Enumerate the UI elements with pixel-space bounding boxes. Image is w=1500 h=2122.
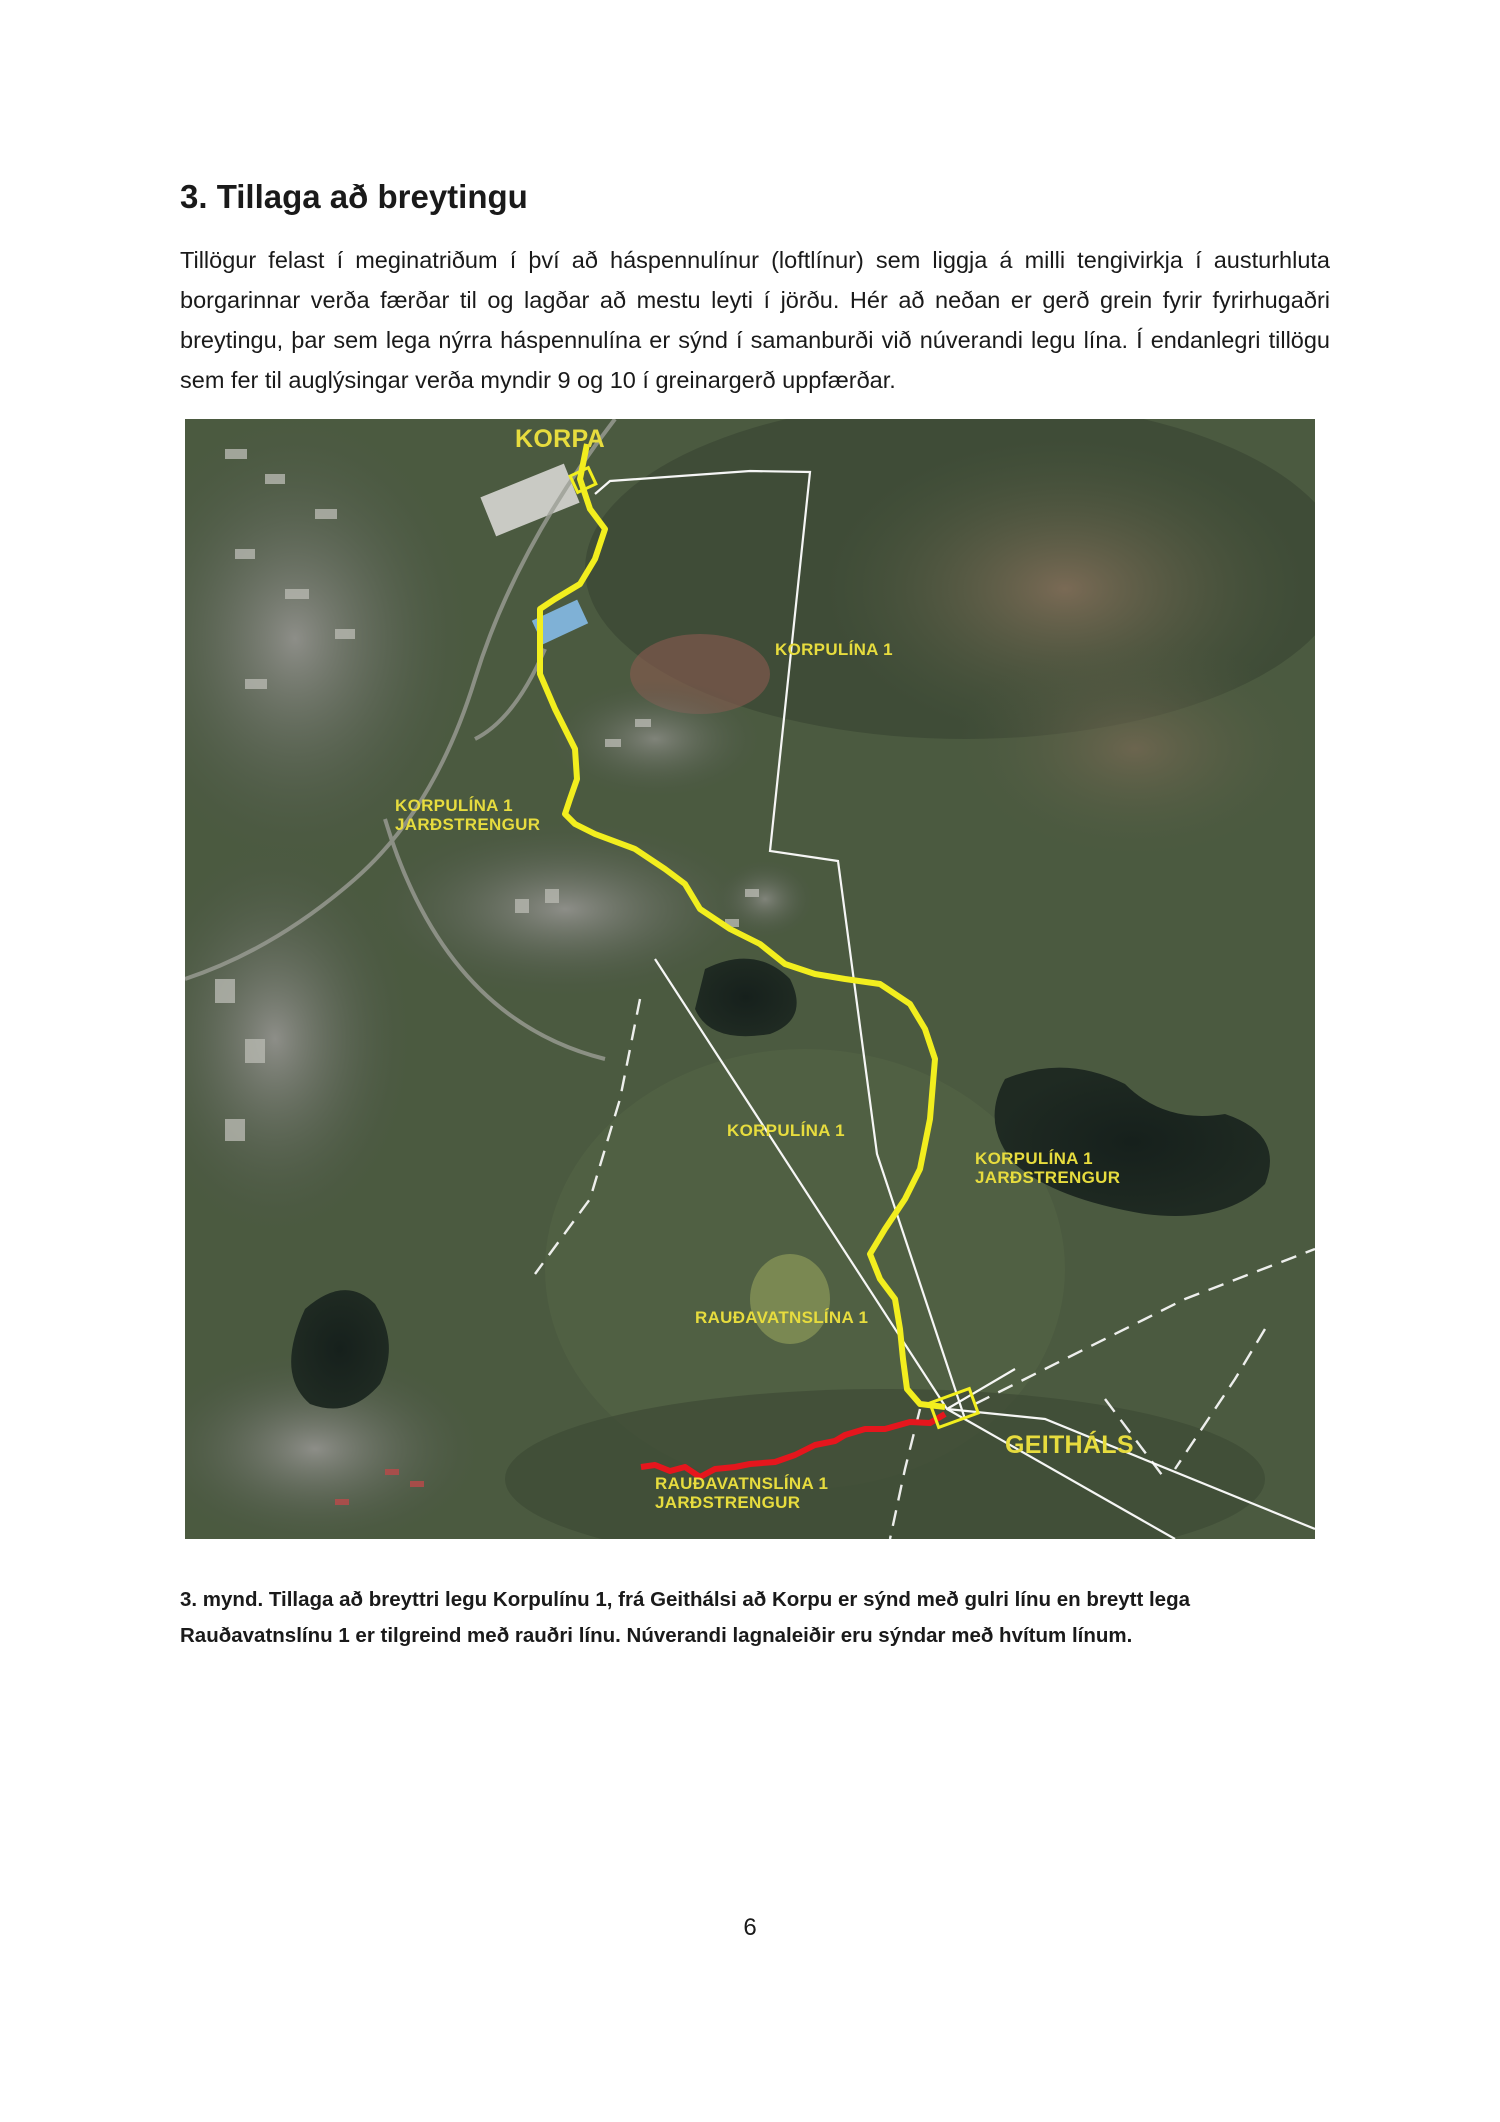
label-raudavatn-jard-2: JARÐSTRENGUR <box>655 1493 801 1512</box>
aerial-map-figure <box>185 419 1315 1539</box>
body-paragraph: Tillögur felast í meginatriðum í því að háspennulínur (loftlínur) sem liggja á milli tengivirkja í austurhluta borgarinnar verða færðar til og lagðar að mestu leyti í jörðu. Hér að neðan er gerð grein fyrir fyrirhugaðri breytingu, þar sem lega nýrra háspennulína er sýnd í samanburði við núverandi legu lína. Í endanlegri tillögu sem fer til auglýsingar verða myndir 9 og 10 í greinargerð uppfærðar. <box>180 247 1330 393</box>
terrain-green-patch <box>750 1254 830 1344</box>
label-korpa: KORPA <box>515 425 605 453</box>
label-korpulina1-jard-w-2: JARÐSTRENGUR <box>395 815 541 834</box>
label-geithals: GEITHÁLS <box>1005 1431 1134 1459</box>
label-korpulina1-jard-e-1: KORPULÍNA 1 <box>975 1149 1093 1168</box>
label-korpulina1-center: KORPULÍNA 1 <box>727 1121 845 1140</box>
section-heading: 3. Tillaga að breytingu <box>180 178 528 215</box>
page-number: 6 <box>743 1914 757 1941</box>
label-korpulina1-jard-e-2: JARÐSTRENGUR <box>975 1168 1121 1187</box>
label-korpulina1-jard-w-1: KORPULÍNA 1 <box>395 796 513 815</box>
figure-caption: 3. mynd. Tillaga að breyttri legu Korpulínu 1, frá Geithálsi að Korpu er sýnd með gulri línu en breytt lega Rauðavatnslínu 1 er tilgreind með rauðri línu. Núverandi lagnaleiðir eru sýndar með hvítum línum. <box>180 1588 1191 1647</box>
label-raudavatn-jard-1: RAUÐAVATNSLÍNA 1 <box>655 1474 829 1493</box>
label-raudavatnslina1: RAUÐAVATNSLÍNA 1 <box>695 1308 869 1327</box>
label-korpulina1-ne: KORPULÍNA 1 <box>775 640 893 659</box>
terrain-brown-hills-2 <box>955 639 1315 859</box>
